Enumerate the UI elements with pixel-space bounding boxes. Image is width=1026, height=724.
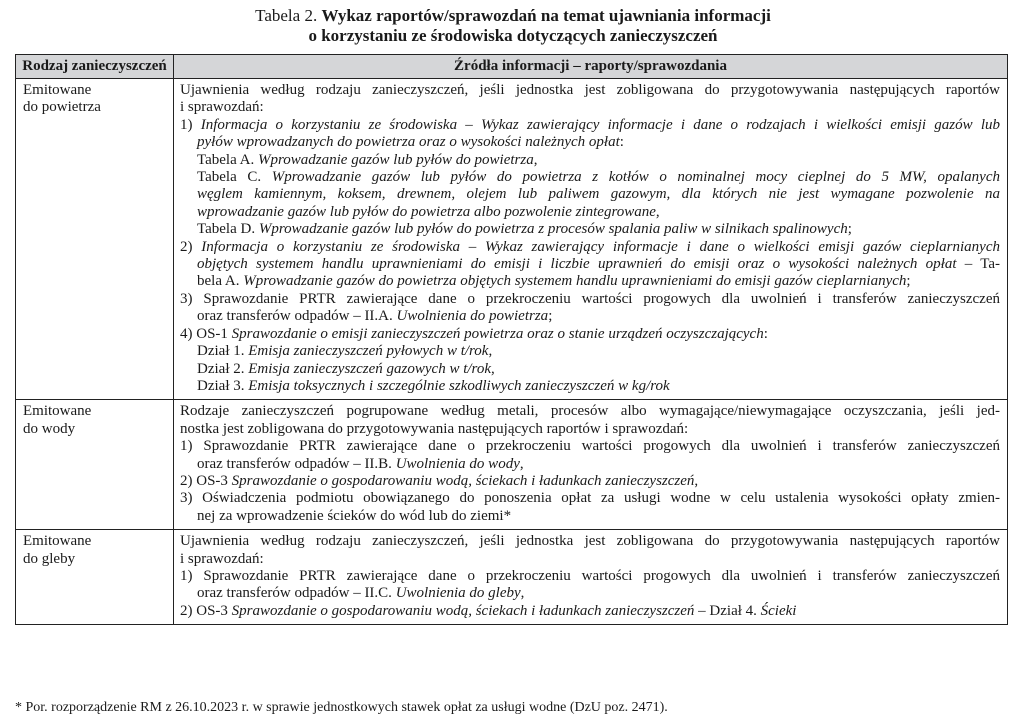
header-information-sources-label: Źródła informacji – raporty/sprawozdania [454, 58, 727, 74]
information-sources-cell [174, 530, 1008, 625]
italic-text: węglem kamiennym, koksem, drewnem, olejem lub paliwem gazowym, dla których nie jest wymagane pozwolenie na [197, 186, 1000, 203]
italic-text: Informacja o korzystaniu ze środowiska – Wykaz zawierający informacje i dane o rodzajach i wielkości emisji gazów lub [200, 116, 1000, 133]
source-text-line [180, 82, 1000, 99]
source-text-line [180, 533, 1000, 550]
source-text-line [180, 456, 1000, 473]
plain-text: : [619, 134, 624, 151]
italic-text: Wprowadzanie gazów lub pyłów do powietrza [258, 151, 534, 168]
source-text-line [180, 239, 1000, 256]
caption-title-part-1: Wykaz raportów/sprawozdań na temat ujawniania informacji [321, 6, 771, 25]
plain-text: , [490, 360, 495, 377]
source-text-line [180, 99, 1000, 116]
plain-text: ; [906, 273, 911, 290]
plain-text: Tabela C. [197, 169, 272, 186]
pollution-type-text: Emitowane [23, 82, 92, 98]
source-text-line [180, 221, 1000, 238]
plain-text: ; [548, 308, 553, 325]
italic-text: Ścieki [760, 602, 797, 619]
source-text-line [180, 204, 1000, 221]
source-text-line [180, 186, 1000, 203]
source-text-line [180, 256, 1000, 273]
pollution-type-text: do gleby [23, 550, 76, 567]
plain-text: , [655, 203, 660, 220]
italic-text: Informacja o korzystaniu ze środowiska – Wykaz zawierający informacje i dane o wielkości emisji gazów cieplarnianych [201, 238, 1001, 255]
pollution-type-cell [16, 400, 174, 530]
italic-text: Emisja toksycznych i szczególnie szkodliwych zanieczyszczeń w kg/rok [248, 377, 670, 394]
plain-text: , [488, 343, 493, 360]
source-text-line [180, 603, 1000, 620]
information-sources-cell [174, 400, 1008, 530]
plain-text: , [533, 151, 538, 168]
table-caption [0, 6, 1026, 46]
plain-text: – Ta- [956, 256, 1000, 273]
source-text-line [180, 421, 1000, 438]
source-text-line [180, 490, 1000, 507]
source-text-line [180, 169, 1000, 186]
italic-text: Emisja zanieczyszczeń pyłowych w t/rok [248, 343, 489, 360]
plain-text: i sprawozdań: [180, 550, 264, 567]
plain-text: 4) OS-1 [180, 325, 232, 342]
plain-text: Dział 1. [197, 343, 249, 360]
header-information-sources [174, 55, 1008, 79]
table-body [16, 79, 1008, 625]
plain-text: 1) [180, 116, 201, 133]
plain-text: 2) [180, 238, 202, 255]
plain-text: 2) OS-3 [180, 472, 232, 489]
source-text-line [180, 308, 1000, 325]
plain-text: 3) Sprawozdanie PRTR zawierające dane o przekroczeniu wartości progowych dla uwolnień i transferów zanieczyszczeń [180, 290, 1000, 307]
table-row [16, 530, 1008, 625]
plain-text: Dział 2. [197, 360, 249, 377]
caption-line-1 [0, 6, 1026, 26]
plain-text: 1) Sprawozdanie PRTR zawierające dane o przekroczeniu wartości progowych dla uwolnień i transferów zanieczyszczeń [180, 438, 1000, 455]
plain-text: Dział 3. [197, 377, 249, 394]
caption-title-part-2: o korzystaniu ze środowiska dotyczących zanieczyszczeń [308, 26, 718, 45]
source-text-line [180, 291, 1000, 308]
source-text-line [180, 378, 1000, 395]
plain-text: Ujawnienia według rodzaju zanieczyszczeń, jeśli jednostka jest zobligowana do przygotowywania następujących raportów [180, 533, 1000, 550]
plain-text: nej za wprowadzenie ścieków do wód lub do ziemi* [197, 507, 512, 524]
table-row [16, 79, 1008, 400]
footnote: * Por. rozporządzenie RM z 26.10.2023 r. w sprawie jednostkowych stawek opłat za usługi wodne (DzU poz. 2471). [15, 700, 668, 715]
table-row [16, 400, 1008, 530]
italic-text: Sprawozdanie o gospodarowaniu wodą, ściekach i ładunkach zanieczyszczeń [231, 602, 695, 619]
pollution-type-text: Emitowane [23, 533, 92, 550]
pollution-type-text: do powietrza [23, 99, 101, 116]
table-header-row [16, 55, 1008, 79]
plain-text: bela A. [197, 273, 244, 290]
header-pollution-type [16, 55, 174, 79]
italic-text: Wprowadzanie gazów lub pyłów do powietrza z procesów spalania paliw w silnikach spalinowych [258, 221, 848, 238]
pollution-type-text: Emitowane [23, 403, 92, 420]
italic-text: Uwolnienia do powietrza [396, 308, 549, 325]
italic-text: wprowadzanie gazów lub pyłów do powietrza albo pozwolenie zintegrowane [197, 203, 656, 220]
plain-text: , [520, 585, 525, 602]
plain-text: oraz transferów odpadów – II.A. [197, 308, 397, 325]
source-text-line [180, 134, 1000, 151]
italic-text: Sprawozdanie o emisji zanieczyszczeń powietrza oraz o stanie urządzeń oczyszczających [231, 325, 764, 342]
source-text-line [180, 117, 1000, 134]
reports-table [15, 54, 1008, 625]
source-text-line [180, 326, 1000, 343]
plain-text: 1) Sprawozdanie PRTR zawierające dane o przekroczeniu wartości progowych dla uwolnień i transferów zanieczyszczeń [180, 567, 1000, 584]
plain-text: – Dział 4. [694, 602, 761, 619]
italic-text: pyłów wprowadzanych do powietrza oraz o wysokości należnych opłat [197, 134, 620, 151]
plain-text: oraz transferów odpadów – II.C. [197, 585, 396, 602]
plain-text: , [694, 472, 699, 489]
plain-text: , [519, 455, 524, 472]
pollution-type-cell [16, 79, 174, 400]
source-text-line [180, 403, 1000, 420]
source-text-line [180, 361, 1000, 378]
source-text-line [180, 568, 1000, 585]
plain-text: Rodzaje zanieczyszczeń pogrupowane według metali, procesów albo wymagające/niewymagające oczyszczania, jeśli jed- [180, 403, 1000, 420]
plain-text: Tabela D. [197, 221, 259, 238]
source-text-line [180, 585, 1000, 602]
information-sources-cell [174, 79, 1008, 400]
plain-text: ; [847, 221, 852, 238]
header-pollution-type-label: Rodzaj zanieczyszczeń [22, 58, 167, 74]
source-text-line [180, 508, 1000, 525]
italic-text: Uwolnienia do wody [395, 455, 520, 472]
source-text-line [180, 273, 1000, 290]
caption-prefix: Tabela 2. [255, 6, 322, 25]
plain-text: i sprawozdań: [180, 99, 264, 116]
source-text-line [180, 551, 1000, 568]
italic-text: objętych systemem handlu uprawnieniami do emisji i liczbie uprawnień do emisji oraz o wysokości należnych opłat [197, 256, 957, 273]
plain-text: 2) OS-3 [180, 602, 232, 619]
plain-text: Tabela A. [197, 151, 259, 168]
plain-text: oraz transferów odpadów – II.B. [197, 455, 396, 472]
italic-text: Sprawozdanie o gospodarowaniu wodą, ściekach i ładunkach zanieczyszczeń [231, 472, 695, 489]
plain-text: Ujawnienia według rodzaju zanieczyszczeń, jeśli jednostka jest zobligowana do przygotowywania następujących raportów [180, 82, 1000, 98]
plain-text: 3) Oświadczenia podmiotu obowiązanego do ponoszenia opłat za usługi wodne w celu ustalenia wysokości opłaty zmien- [180, 490, 1000, 507]
plain-text: : [763, 325, 768, 342]
source-text-line [180, 473, 1000, 490]
italic-text: Wprowadzanie gazów do powietrza objętych systemem handlu uprawnieniami do emisji gazów cieplarnianych [243, 273, 907, 290]
plain-text: nostka jest zobligowana do przygotowywania następujących raportów i sprawozdań: [180, 420, 689, 437]
source-text-line [180, 438, 1000, 455]
italic-text: Wprowadzanie gazów lub pyłów do powietrza z kotłów o nominalnej mocy cieplnej do 5 MW, opalanych [271, 169, 1000, 186]
italic-text: Uwolnienia do gleby [395, 585, 521, 602]
pollution-type-cell [16, 530, 174, 625]
pollution-type-text: do wody [23, 420, 76, 437]
source-text-line [180, 152, 1000, 169]
italic-text: Emisja zanieczyszczeń gazowych w t/rok [248, 360, 491, 377]
source-text-line [180, 343, 1000, 360]
